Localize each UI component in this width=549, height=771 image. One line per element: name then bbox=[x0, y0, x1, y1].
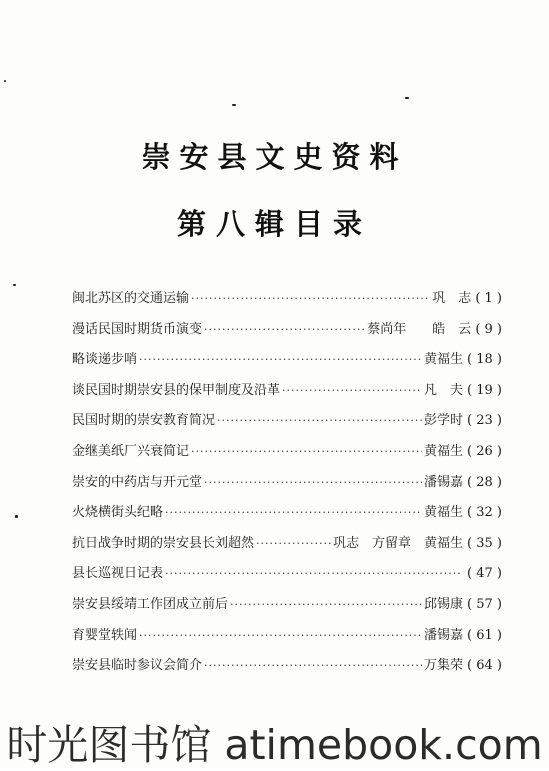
toc-entry-author: 黄福生 bbox=[424, 443, 464, 459]
toc-entry bbox=[72, 532, 502, 563]
toc-entry bbox=[72, 593, 502, 624]
toc-entry bbox=[72, 562, 502, 593]
toc-leader-dots bbox=[165, 567, 461, 580]
document-title: 崇安县文史资料 bbox=[141, 140, 408, 174]
toc-entry-author: 凡 夫 bbox=[424, 382, 464, 398]
toc-leader-dots bbox=[191, 445, 422, 458]
toc-entry-title: 崇安县临时参议会简介 bbox=[72, 658, 203, 674]
toc-entry-author: 蔡尚年 皓 云 bbox=[367, 321, 472, 337]
toc-entry-page: ( 19 ) bbox=[467, 382, 502, 398]
scan-speck bbox=[405, 97, 409, 99]
toc-entry-title: 崇安的中药店与开元堂 bbox=[72, 474, 203, 490]
toc-entry-page: ( 28 ) bbox=[467, 474, 502, 490]
toc-entry-author: 潘锡嘉 bbox=[424, 627, 464, 643]
toc-entry-page: ( 23 ) bbox=[467, 413, 502, 429]
toc-entry bbox=[72, 287, 502, 318]
scan-speck bbox=[15, 515, 18, 518]
toc-entry-title: 育婴堂轶闻 bbox=[72, 627, 138, 643]
toc-entry-author: 巩 志 bbox=[432, 291, 472, 306]
toc-leader-dots bbox=[256, 537, 331, 550]
toc-entry-page: ( 32 ) bbox=[467, 505, 502, 521]
toc-entry bbox=[72, 624, 502, 655]
toc-entry bbox=[72, 348, 502, 379]
toc-entry bbox=[72, 654, 502, 685]
toc-entry-page: ( 1 ) bbox=[475, 291, 502, 306]
toc-entry-author: 黄福生 bbox=[424, 352, 464, 368]
toc-entry-page: ( 64 ) bbox=[467, 658, 502, 674]
toc-entry-page: ( 9 ) bbox=[475, 321, 502, 337]
toc-entry-page: ( 57 ) bbox=[467, 596, 502, 612]
toc-entry-title: 金继美纸厂兴衰简记 bbox=[72, 443, 190, 459]
toc-entry-author: 黄福生 bbox=[424, 505, 464, 521]
toc-leader-dots bbox=[217, 414, 422, 427]
toc-leader-dots bbox=[204, 476, 422, 489]
table-of-contents bbox=[72, 287, 502, 685]
toc-entry bbox=[72, 471, 502, 502]
toc-entry-title: 谈民国时期崇安县的保甲制度及沿革 bbox=[72, 382, 281, 398]
toc-entry bbox=[72, 379, 502, 410]
toc-entry bbox=[72, 501, 502, 532]
toc-leader-dots bbox=[191, 292, 430, 305]
toc-leader-dots bbox=[204, 323, 365, 336]
toc-entry-author: 邱锡康 bbox=[424, 596, 464, 612]
toc-entry-title: 火烧横街头纪略 bbox=[72, 505, 164, 521]
toc-leader-dots bbox=[204, 659, 422, 672]
watermark-text: 时光图书馆 atimebook.com bbox=[6, 721, 543, 769]
toc-entry-title: 略谈递步哨 bbox=[72, 352, 138, 368]
toc-entry bbox=[72, 440, 502, 471]
toc-entry-title: 闽北苏区的交通运输 bbox=[72, 291, 190, 306]
toc-entry-page: ( 61 ) bbox=[467, 627, 502, 643]
toc-entry-title: 崇安县绥靖工作团成立前后 bbox=[72, 596, 229, 612]
toc-entry-page: ( 26 ) bbox=[467, 443, 502, 459]
toc-entry-author: 彭学时 bbox=[424, 413, 464, 429]
toc-entry-page: ( 47 ) bbox=[467, 566, 502, 582]
toc-leader-dots bbox=[282, 384, 422, 397]
toc-entry-author: 巩志 方留章 黄福生 bbox=[333, 535, 464, 551]
toc-entry-title: 漫话民国时期货币演变 bbox=[72, 321, 203, 337]
scan-speck bbox=[4, 80, 6, 82]
toc-leader-dots bbox=[139, 629, 422, 642]
toc-entry-page: ( 18 ) bbox=[467, 352, 502, 368]
toc-entry-title: 抗日战争时期的崇安县长刘超然 bbox=[72, 535, 255, 551]
toc-leader-dots bbox=[139, 353, 422, 366]
toc-leader-dots bbox=[165, 506, 422, 519]
toc-entry bbox=[72, 409, 502, 440]
toc-entry-title: 县长巡视日记表 bbox=[72, 566, 164, 582]
scan-speck bbox=[232, 104, 236, 106]
toc-entry-author: 潘锡嘉 bbox=[424, 474, 464, 490]
document-subtitle: 第八辑目录 bbox=[176, 207, 372, 241]
toc-entry-title: 民国时期的崇安教育简况 bbox=[72, 413, 216, 429]
scan-speck bbox=[13, 284, 16, 286]
toc-entry bbox=[72, 318, 502, 349]
toc-entry-author: 万集荣 bbox=[424, 658, 464, 674]
toc-entry-page: ( 35 ) bbox=[467, 535, 502, 551]
toc-leader-dots bbox=[230, 598, 422, 611]
